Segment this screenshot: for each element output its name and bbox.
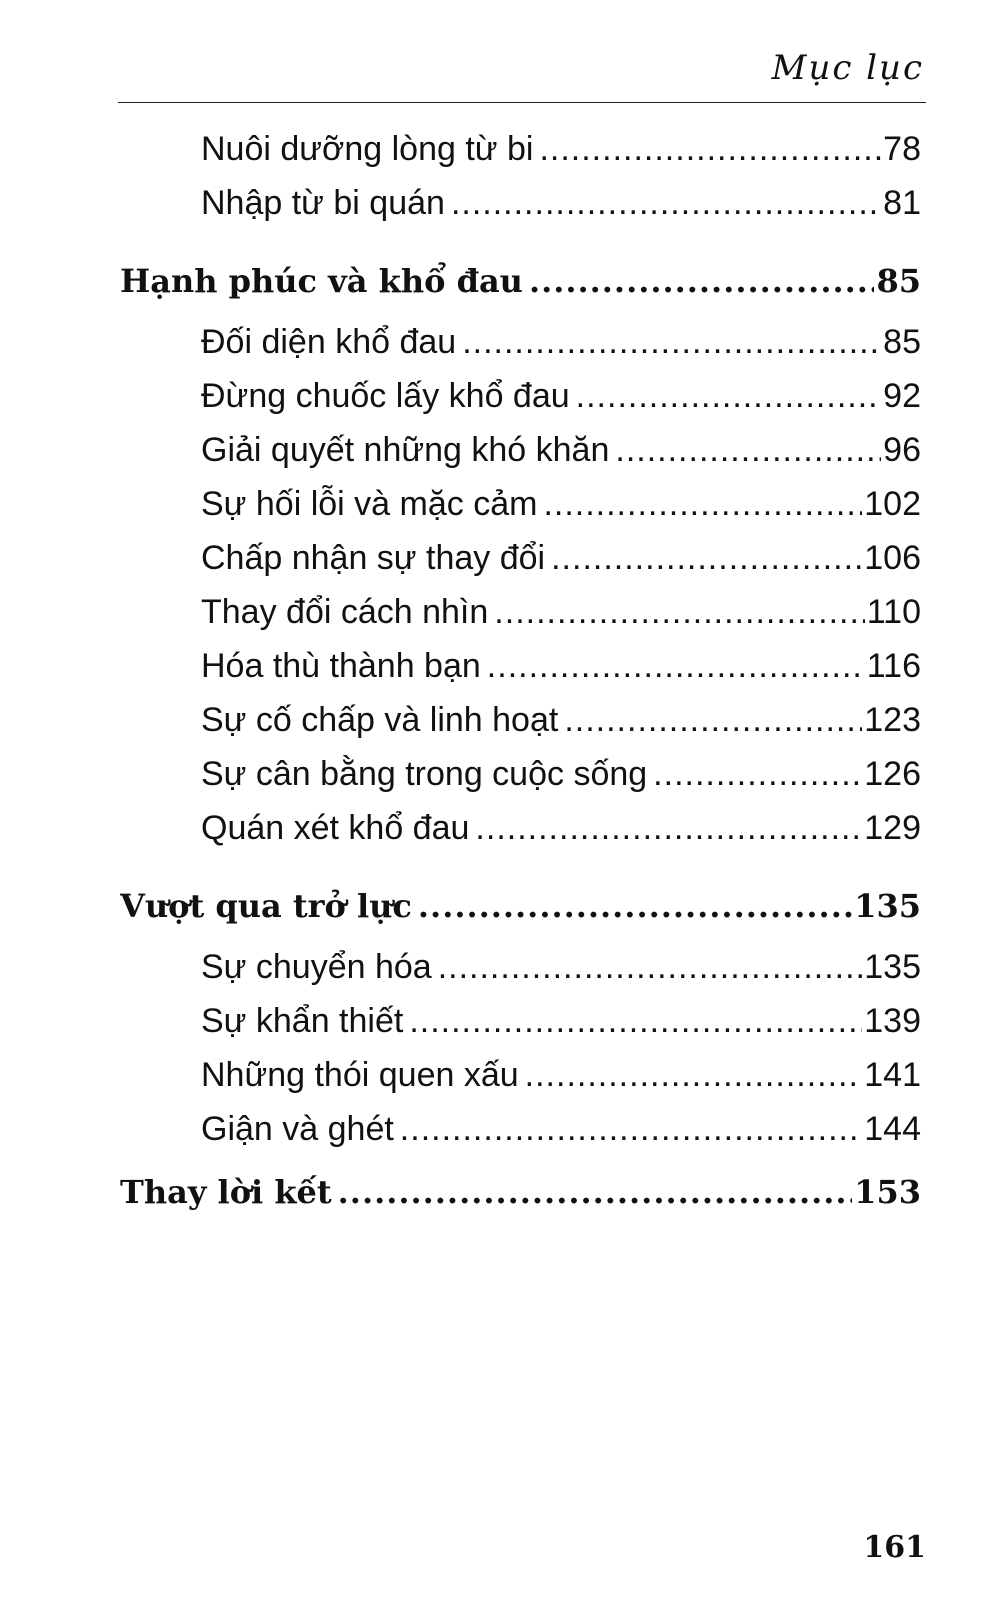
toc-entry-title: Hóa thù thành bạn	[201, 647, 481, 685]
toc-entry-page: 81	[883, 184, 921, 222]
toc-dot-leader	[539, 130, 881, 169]
running-header-title: Mục lục	[771, 48, 924, 88]
toc-entry-title: Nhập từ bi quán	[201, 184, 445, 222]
toc-entry-title: Chấp nhận sự thay đổi	[201, 539, 546, 577]
toc-entry	[201, 755, 921, 805]
toc-entry	[201, 1110, 921, 1160]
toc-entry-page: 135	[864, 948, 921, 986]
toc-entry	[201, 647, 921, 697]
toc-entry-title: Sự khẩn thiết	[201, 1002, 404, 1040]
toc-dot-leader	[409, 1002, 862, 1041]
toc-dot-leader	[451, 184, 881, 223]
toc-dot-leader	[418, 887, 852, 925]
toc-entry-page: 110	[866, 593, 921, 631]
toc-entry-title: Giận và ghét	[201, 1110, 394, 1148]
toc-entry-title: Những thói quen xấu	[201, 1056, 519, 1094]
toc-entry-title: Giải quyết những khó khăn	[201, 431, 610, 469]
toc-entry-page: 144	[864, 1110, 921, 1148]
toc-dot-leader	[551, 539, 862, 578]
toc-entry-title: Đối diện khổ đau	[201, 323, 457, 361]
toc-entry	[201, 184, 921, 234]
toc-entry-page: 106	[864, 539, 921, 577]
toc-entry	[201, 431, 921, 481]
toc-dot-leader	[653, 755, 862, 794]
toc-entry	[201, 593, 921, 643]
toc-entry-title: Quán xét khổ đau	[201, 809, 470, 847]
toc-entry-page: 102	[864, 485, 921, 523]
toc-entry-title: Sự cân bằng trong cuộc sống	[201, 755, 648, 793]
toc-entry-page: 126	[864, 755, 921, 793]
toc-entry	[201, 809, 921, 859]
toc-entry-page: 116	[866, 647, 921, 685]
toc-entry-title: Thay đổi cách nhìn	[201, 593, 489, 631]
toc-entry	[201, 323, 921, 373]
toc-entry	[201, 130, 921, 180]
toc-entry	[201, 1056, 921, 1106]
toc-entry	[201, 948, 921, 998]
toc-entry-page: 139	[864, 1002, 921, 1040]
toc-entry	[201, 1002, 921, 1052]
toc-entry-title: Sự cố chấp và linh hoạt	[201, 701, 559, 739]
toc-chapter-entry	[120, 887, 921, 937]
toc-entry	[201, 701, 921, 751]
toc-entry-title: Sự hối lỗi và mặc cảm	[201, 485, 538, 523]
toc-dot-leader	[475, 809, 862, 848]
toc-entry-title: Đừng chuốc lấy khổ đau	[201, 377, 570, 415]
toc-dot-leader	[543, 485, 862, 524]
toc-chapter-entry	[120, 262, 921, 312]
toc-dot-leader	[338, 1173, 853, 1211]
toc-entry-title: Nuôi dưỡng lòng từ bi	[201, 130, 534, 168]
toc-entry-page: 85	[883, 323, 921, 361]
toc-dot-leader	[400, 1110, 862, 1149]
toc-dot-leader	[494, 593, 864, 632]
toc-chapter-title: Thay lời kết	[120, 1173, 332, 1211]
toc-chapter-page: 135	[854, 887, 921, 925]
toc-entry-page: 141	[864, 1056, 921, 1094]
header-divider	[118, 102, 926, 103]
toc-dot-leader	[525, 1056, 863, 1095]
toc-chapter-title: Hạnh phúc và khổ đau	[120, 262, 523, 300]
toc-dot-leader	[438, 948, 863, 987]
page-number: 161	[863, 1530, 926, 1565]
toc-entry-page: 129	[864, 809, 921, 847]
toc-entry-page: 96	[883, 431, 921, 469]
toc-entry-page: 92	[883, 377, 921, 415]
toc-chapter-page: 153	[854, 1173, 921, 1211]
toc-dot-leader	[564, 701, 862, 740]
toc-entry-page: 78	[883, 130, 921, 168]
toc-dot-leader	[487, 647, 865, 686]
toc-dot-leader	[576, 377, 882, 416]
toc-chapter-page: 85	[876, 262, 921, 300]
toc-entry	[201, 377, 921, 427]
toc-entry	[201, 539, 921, 589]
toc-entry	[201, 485, 921, 535]
toc-chapter-title: Vượt qua trở lực	[120, 887, 412, 925]
toc-chapter-entry	[120, 1173, 921, 1223]
toc-entry-title: Sự chuyển hóa	[201, 948, 432, 986]
toc-entry-page: 123	[864, 701, 921, 739]
toc-dot-leader	[462, 323, 881, 362]
toc-dot-leader	[529, 262, 875, 300]
toc-dot-leader	[615, 431, 881, 470]
